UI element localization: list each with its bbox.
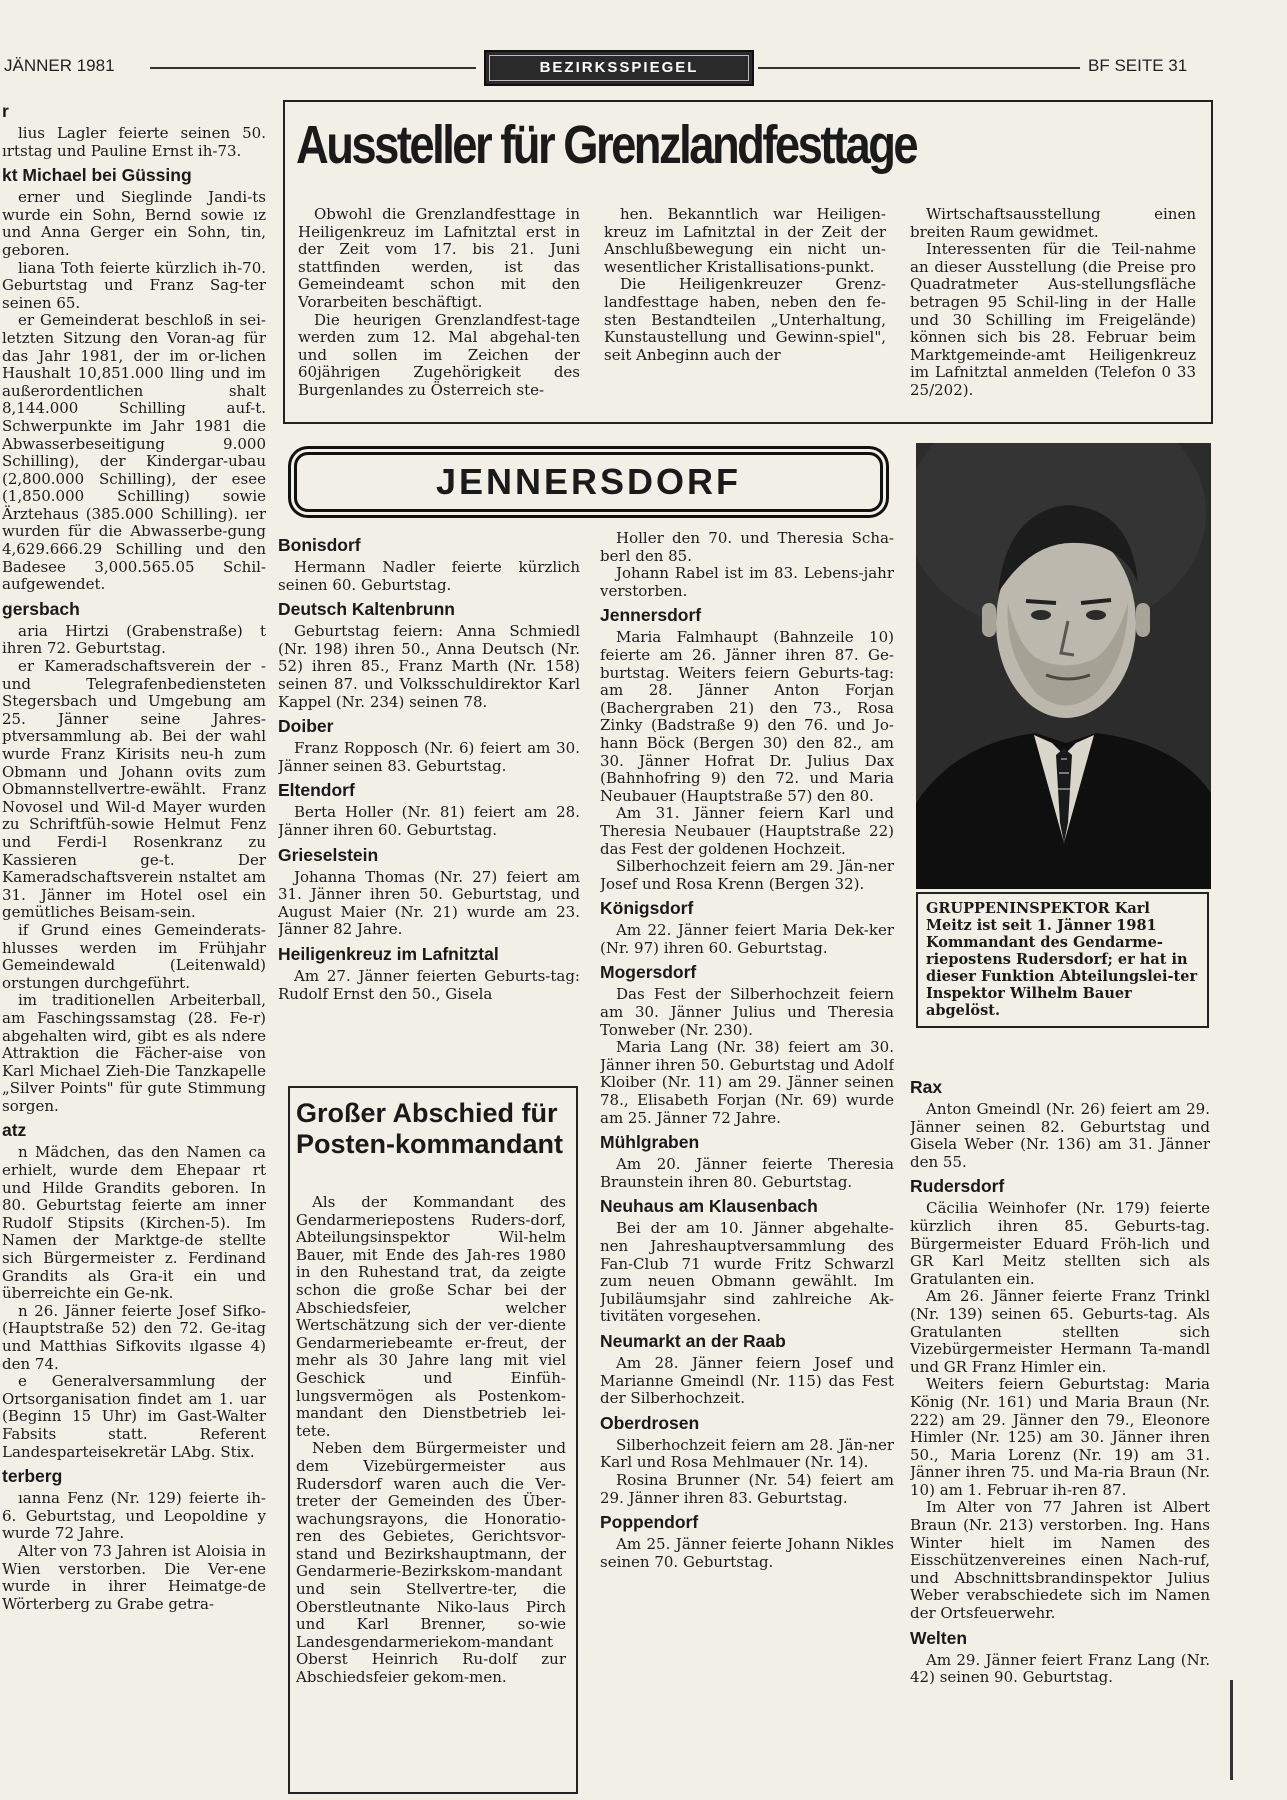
paragraph: Als der Kommandant des Gendarmeriepostens Ruders-dorf, Abteilungsinspektor Wil-helm Bauer, mit Ende des Jah-res 1980 in den Ruhestand trat, da zeigte schon die große Schar bei der Abschiedsfeier, welcher Wertschätzung sich der ver-diente Gendarmeriebeamte er-freut, der mehr als 30 Jahre lang mit viel Geschick und Einfüh-lungsvermögen als Postenkom-mandant den Dienstbetrieb lei-tete.: [296, 1194, 566, 1440]
right-column: [910, 1072, 1210, 1792]
paragraph: Obwohl die Grenzlandfesttage in Heiligenkreuz im Lafnitztal erst in der Zeit vom 17. bis 21. Juni stattfinden werden, ist das Gemeindeamt schon mit den Vorarbeiten beschäftigt.: [298, 206, 580, 311]
paragraph: Johann Rabel ist im 83. Lebens-jahr verstorben.: [600, 564, 894, 600]
paragraph: Johanna Thomas (Nr. 27) feiert am 31. Jänner ihren 50. Geburtstag, und August Maier (Nr. 21) wurde am 23. Jänner 82 Jahre.: [278, 867, 580, 939]
issue-date: JÄNNER 1981: [4, 56, 115, 75]
paragraph: Wirtschaftsausstellung einen breiten Raum gewidmet.: [910, 206, 1196, 241]
paragraph: aria Hirtzi (Grabenstraße) t ihren 72. Geburtstag.: [2, 621, 266, 658]
subhead: Neumarkt an der Raab: [600, 1330, 786, 1351]
section-badge: BEZIRKSSPIEGEL: [484, 50, 754, 86]
section-banner-jennersdorf: JENNERSDORF: [294, 452, 883, 512]
subhead: Mühlgraben: [600, 1132, 700, 1153]
paragraph: Hermann Nadler feierte kürzlich seinen 60. Geburtstag.: [278, 558, 580, 594]
subhead: Rax: [910, 1077, 943, 1097]
paragraph: n 26. Jänner feierte Josef Sifko-(Hauptstraße 52) den 72. Ge-itag und Matthias Sifkovits ılgasse 4) den 74.: [2, 1301, 266, 1373]
subhead: Mogersdorf: [600, 962, 697, 983]
box-article-body: [296, 1194, 566, 1784]
paragraph: Weiters feiern Geburtstag: Maria König (Nr. 161) und Maria Braun (Nr. 222) am 29. Jänner den 79., Eleonore Himler (Nr. 125) am 30. Jänner ihren 50., Maria Lorenz (Nr. 19) am 31. Jänner ihren 75. und Ma-ria Braun (Nr. 10) am 1. Februar ih-ren 87.: [910, 1375, 1210, 1499]
subhead: Jennersdorf: [600, 605, 702, 626]
paragraph: Holler den 70. und Theresia Scha-berl den 85.: [600, 530, 894, 565]
box-article-headline: Großer Abschied für Posten-kommandant: [296, 1098, 564, 1159]
subhead: Deutsch Kaltenbrunn: [278, 599, 455, 620]
paragraph: Die heurigen Grenzlandfest-tage werden zum 12. Mal abgehal-ten und sollen im Zeichen der 60jährigen Zugehörigkeit des Burgenlandes zu Österreich ste-: [298, 310, 580, 399]
paragraph: Anton Gmeindl (Nr. 26) feiert am 29. Jänner seinen 82. Geburtstag und Gisela Weber (Nr. 136) am 31. Jänner den 55.: [910, 1100, 1210, 1171]
paragraph: Maria Falmhaupt (Bahnzeile 10) feierte am 26. Jänner ihren 87. Ge-burtstag. Weiters feiern Geburts-tag: am 28. Jänner Anton Forjan (Bachergraben 21) den 73., Rosa Zinky (Badstraße 9) den 76. und Jo-hann Böck (Bergen 30) den 82., am 30. Jänner Hofrat Dr. Julius Dax (Bahnhofring 9) den 72. und Maria Neubauer (Hauptstraße 57) den 80.: [600, 628, 894, 805]
paragraph: Am 28. Jänner feiern Josef und Marianne Gmeindl (Nr. 115) das Fest der Silberhochzeit.: [600, 1353, 894, 1408]
portrait-figure: [916, 443, 1211, 889]
subhead: Bonisdorf: [278, 535, 361, 555]
subhead: terberg: [2, 1466, 63, 1487]
paragraph: e Generalversammlung der Ortsorganisation findet am 1. uar (Beginn 15 Uhr) im Gast-Walter Fabsits statt. Referent Landesparteisekretär LAbg. Stix.: [2, 1372, 266, 1461]
paragraph: if Grund eines Gemeinderats-hlusses werden im Frühjahr Gemeindewald (Leitenwald) orstungen durchgeführt.: [2, 920, 266, 992]
subhead: Neuhaus am Klausenbach: [600, 1196, 818, 1217]
subhead: atz: [2, 1120, 27, 1141]
middle-column: [278, 530, 580, 1090]
subhead: Königsdorf: [600, 898, 694, 919]
page-number: BF SEITE 31: [1088, 56, 1188, 75]
paragraph: Am 22. Jänner feiert Maria Dek-ker (Nr. 97) ihren 60. Geburtstag.: [600, 921, 894, 957]
paragraph: Franz Ropposch (Nr. 6) feiert am 30. Jänner seinen 83. Geburtstag.: [278, 739, 580, 775]
paragraph: Silberhochzeit feiern am 28. Jän-ner Karl und Rosa Mehlmauer (Nr. 14).: [600, 1435, 894, 1472]
paragraph: Am 31. Jänner feiern Karl und Theresia Neubauer (Hauptstraße 22) das Fest der goldenen Hochzeit.: [600, 804, 894, 858]
paragraph: Am 27. Jänner feierten Geburts-tag: Rudolf Ernst den 50., Gisela: [278, 966, 580, 1003]
paragraph: er Gemeinderat beschloß in sei-letzten Sitzung den Voran-ag für das Jahr 1981, der im or-lichen Haushalt 10,851.000 lling und im außerordentlichen shalt 8,144.000 Schilling auf-t. Schwerpunkte im Jahr 1981 die Abwasserbeseitigung 9.000 Schilling), der Kindergar-ubau (2,800.000 Schilling), der esee (1,850.000 Schilling) sowie Ärztehaus (385.000 Schilling). ıer wurden für die Abwasserbe-gung 4,629.666.29 Schilling und den Badesee 3,000.565.05 Schil-aufgewendet.: [2, 311, 266, 594]
paragraph: im traditionellen Arbeiterball, am Faschingssamstag (28. Fe-r) abgehalten wird, gibt es als ndere Attraktion die Fächer-aise von Karl Michael Zieh-Die Tanzkapelle „Silver Points" für gute Stimmung sorgen.: [2, 991, 266, 1115]
subhead: kt Michael bei Güssing: [2, 165, 192, 186]
paragraph: Die Heiligenkreuzer Grenz-landfesttage haben, neben den fe-sten Bestandteilen „Unterhaltung, Kunstaustellung und Gewinn-spiel", seit Anbeginn auch der: [604, 275, 886, 364]
subhead: Poppendorf: [600, 1512, 699, 1533]
paragraph: ıanna Fenz (Nr. 129) feierte ih-6. Geburtstag, und Leopoldine y wurde 72 Jahre.: [2, 1489, 266, 1543]
paragraph: n Mädchen, das den Namen ca erhielt, wurde dem Ehepaar rt und Hilde Grandits geboren. In 80. Geburtstag feierte am inner Rudolf Stipsits (Kirchen-5). Im Namen der Marktge-de stellte sich Bürgermeister z. Ferdinand Grandits als Gra-it ein und überreichte ein Ge-nk.: [2, 1143, 266, 1303]
paragraph: Am 29. Jänner feiert Franz Lang (Nr. 42) seinen 90. Geburtstag.: [910, 1650, 1210, 1687]
paragraph: Cäcilia Weinhofer (Nr. 179) feierte kürzlich ihren 85. Geburts-tag. Bürgermeister Eduard Fröh-lich und GR Karl Meitz stellten sich als Gratulanten ein.: [910, 1199, 1210, 1288]
paragraph: Am 26. Jänner feierte Franz Trinkl (Nr. 139) seinen 65. Geburts-tag. Als Gratulanten stellten sich Vizebürgermeister Hermann Ta-mandl und GR Franz Himler ein.: [910, 1287, 1210, 1376]
subhead: gersbach: [2, 598, 80, 619]
paragraph: Berta Holler (Nr. 81) feiert am 28. Jänner ihren 60. Geburtstag.: [278, 803, 580, 839]
top-article-col-1: [298, 206, 580, 414]
paragraph: Im Alter von 77 Jahren ist Albert Braun (Nr. 213) verstorben. Ing. Hans Winter hielt im Namen des Eisschützenvereines einen Nach-ruf, und Abschnittsbrandinspektor Julius Weber verabschiedete sich im Namen der Ortsfeuerwehr.: [910, 1498, 1210, 1623]
third-column: [600, 530, 894, 1792]
paragraph: Das Fest der Silberhochzeit feiern am 30. Jänner Julius und Theresia Tonweber (Nr. 230).: [600, 985, 894, 1039]
subhead: Welten: [910, 1627, 968, 1648]
left-column: [2, 96, 266, 1796]
paragraph: Am 25. Jänner feierte Johann Nikles seinen 70. Geburtstag.: [600, 1535, 894, 1571]
header-rule-right: [758, 67, 1080, 69]
paragraph: hen. Bekanntlich war Heiligen-kreuz im Lafnitztal in der Zeit der Anschlußbewegung ein nicht un-wesentlicher Kristallisations-punkt.: [604, 206, 886, 276]
header-rule-left: [150, 67, 476, 69]
subhead: Rudersdorf: [910, 1176, 1005, 1197]
paragraph: Interessenten für die Teil-nahme an dieser Ausstellung (die Preise pro Quadratmeter Aus-stellungsfläche betragen 95 Schil-ling in der Halle und 30 Schilling im Freigelände) können sich bis 28. Februar beim Marktgemeinde-amt Heiligenkreuz im Lafnitztal anmelden (Telefon 0 33 25/202).: [910, 240, 1196, 399]
top-article-col-3: [910, 206, 1196, 414]
subhead: r: [2, 101, 9, 121]
paragraph: Silberhochzeit feiern am 29. Jän-ner Josef und Rosa Krenn (Bergen 32).: [600, 857, 894, 893]
top-article-headline: Aussteller für Grenzlandfesttage: [296, 115, 917, 175]
paragraph: Am 20. Jänner feierte Theresia Braunstein ihren 80. Geburtstag.: [600, 1155, 894, 1191]
paragraph: Bei der am 10. Jänner abgehalte-nen Jahreshauptversammlung des Fan-Club 71 wurde Fritz Schwarzl zum neuen Obmann gewählt. Im Jubiläumsjahr sind zahlreiche Ak-tivitäten vorgesehen.: [600, 1219, 894, 1326]
paragraph: Neben dem Bürgermeister und dem Vizebürgermeister aus Rudersdorf waren auch die Ver-treter der Gemeinden des Über-wachungsrayons, die Honoratio-ren des Gebietes, Gerichtsvor-stand und Bezirkshauptmann, der Gendarmerie-Bezirkskom-mandant und sein Stellvertre-ter, die Oberstleutnante Niko-laus Pirch und Karl Brenner, so-wie Landesgendarmeriekom-mandant Oberst Heinrich Ru-dolf zur Abschiedsfeier gekom-men.: [296, 1439, 566, 1687]
portrait-photo: [916, 443, 1211, 889]
subhead: Doiber: [278, 716, 334, 737]
subhead: Heiligenkreuz im Lafnitztal: [278, 943, 499, 964]
paragraph: erner und Sieglinde Jandi-ts wurde ein Sohn, Bernd sowie ız und Anna Gerger ein Sohn, tin, geboren.: [2, 188, 266, 259]
paragraph: Rosina Brunner (Nr. 54) feiert am 29. Jänner ihren 83. Geburtstag.: [600, 1470, 894, 1507]
paragraph: Maria Lang (Nr. 38) feiert am 30. Jänner ihren 50. Geburtstag und Adolf Kloiber (Nr. 11) am 29. Jänner seinen 78., Elisabeth Forjan (Nr. 69) wurde am 25. Jänner 72 Jahre.: [600, 1038, 894, 1127]
subhead: Grieselstein: [278, 844, 379, 865]
subhead: Oberdrosen: [600, 1412, 700, 1433]
subhead: Eltendorf: [278, 780, 355, 801]
top-article-col-2: [604, 206, 886, 414]
paragraph: Geburtstag feiern: Anna Schmiedl (Nr. 198) ihren 50., Anna Deutsch (Nr. 52) ihren 85., Franz Marth (Nr. 158) seinen 87. und Volksschuldirektor Karl Kappel (Nr. 234) seinen 78.: [278, 622, 580, 711]
margin-mark: [1230, 1680, 1233, 1780]
paragraph: er Kameradschaftsverein der - und Telegrafenbediensteten Stegersbach und Umgebung am 25. Jänner seine Jahres-ptversammlung ab. Bei der wahl wurde Franz Kirisits neu-h zum Obmann und Johann ovits zum Obmannstellvertre-ewählt. Franz Novosel und Wil-d Mayer wurden zu Schriftfüh-sowie Helmut Fenz und Ferdi-l Rosenkranz zu Kassieren ge-t. Der Kameradschaftsverein nstaltet am 31. Jänner im Hotel osel ein gemütliches Beisam-sein.: [2, 657, 266, 922]
paragraph: lius Lagler feierte seinen 50. ırtstag und Pauline Ernst ih-73.: [2, 124, 266, 160]
paragraph: Alter von 73 Jahren ist Aloisia in Wien verstorben. Die Ver-ene wurde in ihrer Heimatge-de Wörterberg zu Grabe getra-: [2, 1541, 266, 1613]
photo-caption: GRUPPENINSPEKTOR Karl Meitz ist seit 1. Jänner 1981 Kommandant des Gendarme-riepostens Rudersdorf; er hat in dieser Funktion Abteilungslei-ter Inspektor Wilhelm Bauer abgelöst.: [926, 900, 1198, 1019]
paragraph: liana Toth feierte kürzlich ih-70. Geburtstag und Franz Sag-ter seinen 65.: [2, 258, 266, 312]
